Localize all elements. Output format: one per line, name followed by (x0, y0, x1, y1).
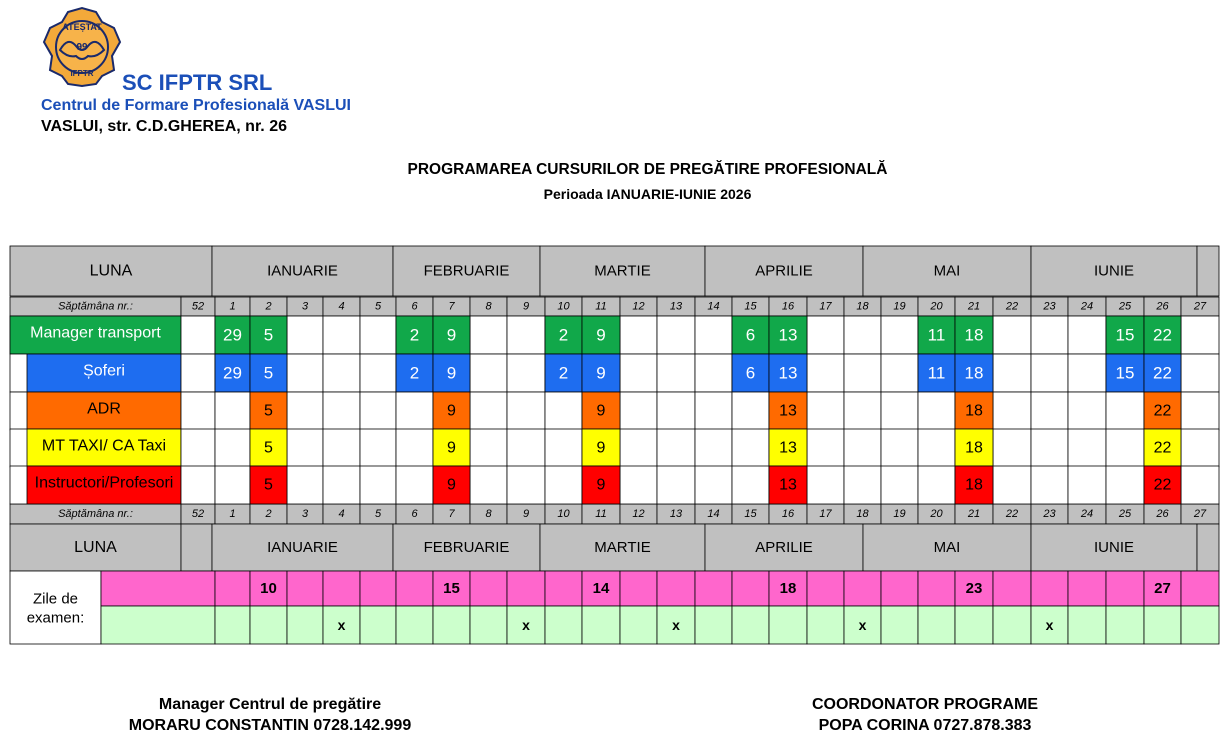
course-cell (807, 466, 844, 504)
exam-day-cell (470, 571, 507, 606)
course-cell (881, 316, 918, 354)
week-number-bottom: 27 (1193, 508, 1207, 520)
course-cell (181, 316, 215, 354)
week-number: 20 (930, 300, 943, 313)
exam-mark-cell (433, 606, 470, 644)
course-cell (1106, 429, 1144, 467)
course-cell (1068, 466, 1106, 504)
course-cell (470, 466, 507, 504)
course-cell (287, 429, 323, 467)
course-cell (695, 392, 732, 430)
week-number-bottom: 26 (1156, 508, 1169, 520)
course-session-day: 6 (745, 325, 756, 345)
week-number-bottom: 8 (485, 508, 492, 520)
month-header-ianuarie: IANUARIE (267, 262, 338, 280)
week-number: 11 (595, 300, 607, 313)
course-session-day: 9 (596, 363, 606, 383)
course-session-day: 5 (264, 476, 273, 494)
course-cell (545, 429, 582, 467)
week-number: 19 (893, 300, 906, 313)
course-session-day: 2 (409, 363, 420, 383)
course-cell (1068, 429, 1106, 467)
course-cell (993, 392, 1031, 430)
course-cell (360, 392, 396, 430)
course-session-day: 9 (596, 476, 606, 494)
course-cell (918, 429, 955, 467)
exam-mark-cell (582, 606, 620, 644)
week-number: 7 (448, 300, 455, 313)
exam-mark-cell (955, 606, 993, 644)
course-cell (918, 466, 955, 504)
week-number: 5 (374, 300, 382, 313)
exam-mark-cell (545, 606, 582, 644)
week-number-bottom: 9 (522, 508, 530, 520)
course-cell (470, 392, 507, 430)
course-name: Șoferi (83, 362, 125, 380)
center-address: VASLUI, str. C.D.GHEREA, nr. 26 (41, 118, 287, 135)
course-session-day: 9 (596, 402, 606, 420)
course-cell (1068, 392, 1106, 430)
exam-day-cell (844, 571, 881, 606)
month-header-iunie: IUNIE (1093, 262, 1135, 280)
course-session-day: 5 (263, 325, 274, 345)
course-cell (360, 316, 396, 354)
course-cell (1031, 354, 1068, 392)
course-session-day: 9 (596, 439, 606, 457)
course-cell (181, 429, 215, 467)
week-number: 1 (229, 300, 236, 313)
exam-day-cell (918, 571, 955, 606)
course-cell (1031, 392, 1068, 430)
week-number-bottom: 13 (669, 508, 683, 520)
course-session-day: 6 (745, 363, 756, 383)
month-header-februarie: FEBRUARIE (423, 262, 510, 280)
week-number-bottom: 18 (856, 508, 869, 520)
course-cell (881, 392, 918, 430)
course-session-day: 13 (779, 476, 797, 494)
exam-mark-cell (215, 606, 250, 644)
course-cell (507, 392, 545, 430)
exam-day-cell (881, 571, 918, 606)
week-number-bottom: 16 (781, 508, 795, 520)
course-cell (287, 354, 323, 392)
exam-day-cell (507, 571, 545, 606)
week-number: 4 (338, 300, 345, 313)
exam-mark-cell (993, 606, 1031, 644)
course-cell (1106, 466, 1144, 504)
exam-day-cell (620, 571, 657, 606)
course-cell (287, 466, 323, 504)
exam-mark-cell (101, 606, 215, 644)
course-cell (323, 392, 360, 430)
course-cell (215, 466, 250, 504)
course-cell (657, 354, 695, 392)
month-header-bottom-iunie: IUNIE (1093, 539, 1135, 556)
week-number: 15 (744, 300, 757, 313)
course-cell (993, 354, 1031, 392)
course-cell (545, 466, 582, 504)
week-number: 3 (301, 300, 309, 313)
course-session-day: 5 (264, 439, 273, 457)
course-name: Manager transport (30, 324, 161, 342)
week-number-bottom: 12 (632, 508, 645, 520)
course-cell (360, 429, 396, 467)
exam-day-cell (657, 571, 695, 606)
course-cell (844, 316, 881, 354)
exam-mark: x (672, 617, 680, 633)
course-cell (732, 392, 769, 430)
month-header-cell (181, 524, 212, 571)
course-cell (1031, 429, 1068, 467)
exam-day-cell (732, 571, 769, 606)
week-label: Săptămâna nr.: (58, 300, 133, 313)
exam-day-cell (360, 571, 396, 606)
exam-day: 18 (779, 580, 797, 597)
week-number: 21 (967, 300, 981, 313)
week-number-bottom: 10 (557, 508, 570, 520)
course-session-day: 9 (447, 476, 456, 494)
course-cell (807, 429, 844, 467)
course-session-day: 22 (1153, 476, 1172, 494)
course-cell (323, 466, 360, 504)
week-number: 22 (1005, 300, 1019, 313)
month-header-bottom-februarie: FEBRUARIE (423, 539, 510, 556)
course-cell (1068, 316, 1106, 354)
course-cell (732, 429, 769, 467)
course-cell (507, 354, 545, 392)
course-session-day: 13 (778, 325, 798, 345)
course-cell (993, 466, 1031, 504)
course-cell (1181, 429, 1219, 467)
course-session-day: 13 (778, 363, 798, 383)
course-cell (881, 354, 918, 392)
course-session-day: 2 (558, 325, 569, 345)
course-cell (732, 466, 769, 504)
course-session-day: 9 (447, 439, 456, 457)
course-cell (620, 354, 657, 392)
exam-day: 23 (965, 580, 983, 597)
course-cell (993, 429, 1031, 467)
exam-day-cell (287, 571, 323, 606)
week-number: 8 (485, 300, 492, 313)
week-number-bottom: 11 (595, 508, 607, 520)
exam-day-cell (1181, 571, 1219, 606)
course-cell (657, 429, 695, 467)
course-session-day: 18 (965, 476, 983, 494)
course-session-day: 2 (558, 363, 569, 383)
course-cell (396, 392, 433, 430)
course-session-day: 9 (446, 325, 457, 345)
course-cell (657, 392, 695, 430)
course-cell (287, 316, 323, 354)
week-number-bottom: 1 (229, 508, 236, 520)
week-number-bottom: 25 (1118, 508, 1132, 520)
course-session-day: 9 (596, 325, 606, 345)
course-cell (807, 392, 844, 430)
week-number-bottom: 19 (893, 508, 906, 520)
course-session-day: 9 (446, 363, 457, 383)
training-center-name: Centrul de Formare Profesională VASLUI (41, 97, 351, 114)
exam-day-cell (101, 571, 215, 606)
course-session-day: 15 (1115, 363, 1135, 383)
course-cell (844, 392, 881, 430)
luna-label-bottom: LUNA (74, 539, 117, 556)
course-cell (1181, 466, 1219, 504)
week-number-bottom: 24 (1080, 508, 1094, 520)
month-header-martie: MARTIE (594, 262, 651, 280)
course-cell (844, 466, 881, 504)
course-session-day: 9 (447, 402, 456, 420)
course-cell (620, 429, 657, 467)
course-cell (881, 466, 918, 504)
course-session-day: 22 (1153, 402, 1172, 420)
course-cell (620, 316, 657, 354)
course-name: MT TAXI/ CA Taxi (41, 437, 167, 455)
course-session-day: 11 (927, 325, 946, 345)
course-session-day: 18 (964, 363, 984, 383)
month-header-bottom-aprilie: APRILIE (755, 539, 813, 556)
course-cell (1181, 354, 1219, 392)
course-session-day: 29 (223, 363, 242, 383)
course-cell (844, 429, 881, 467)
course-session-day: 18 (965, 402, 983, 420)
course-cell (695, 354, 732, 392)
course-cell (695, 466, 732, 504)
week-number-bottom: 3 (301, 508, 309, 520)
week-number: 27 (1193, 300, 1207, 313)
course-cell (1181, 392, 1219, 430)
course-cell (507, 316, 545, 354)
exam-mark: x (337, 617, 346, 633)
exam-mark-cell (620, 606, 657, 644)
exam-day: 14 (592, 580, 610, 597)
course-cell (507, 429, 545, 467)
course-cell (1068, 354, 1106, 392)
week-number-bottom: 15 (744, 508, 757, 520)
course-cell (181, 392, 215, 430)
course-cell (215, 429, 250, 467)
course-session-day: 13 (779, 439, 797, 457)
week-number: 13 (669, 300, 683, 313)
course-name: Instructori/Profesori (34, 474, 174, 492)
course-session-day: 5 (263, 363, 274, 383)
exam-day-cell (807, 571, 844, 606)
course-cell (323, 316, 360, 354)
exam-mark: x (1045, 617, 1054, 633)
week-number-bottom: 14 (707, 508, 720, 520)
exam-mark-cell (1068, 606, 1106, 644)
course-cell (545, 392, 582, 430)
course-session-day: 15 (1115, 325, 1135, 345)
exam-mark-cell (250, 606, 287, 644)
course-cell (181, 466, 215, 504)
week-number: 12 (632, 300, 645, 313)
exam-mark-cell (732, 606, 769, 644)
exam-day-cell (993, 571, 1031, 606)
exam-label-cell (10, 571, 101, 644)
signature-coordinator (760, 694, 1090, 736)
exam-day-cell (1031, 571, 1068, 606)
course-cell (918, 392, 955, 430)
week-number-bottom: 17 (819, 508, 832, 520)
week-number-bottom: 6 (411, 508, 418, 520)
signature-manager-name: MORARU CONSTANTIN 0728.142.999 (128, 717, 412, 734)
course-name: ADR (87, 400, 121, 418)
course-session-day: 22 (1153, 325, 1172, 345)
week-number-bottom: 23 (1043, 508, 1056, 520)
course-cell (215, 392, 250, 430)
course-cell (287, 392, 323, 430)
course-cell (695, 429, 732, 467)
month-header-bottom-martie: MARTIE (594, 539, 651, 556)
course-cell (323, 354, 360, 392)
week-number: 2 (265, 300, 272, 313)
week-number: 14 (707, 300, 720, 313)
exam-mark-cell (1106, 606, 1144, 644)
course-cell (360, 354, 396, 392)
exam-day-cell (323, 571, 360, 606)
exam-day: 27 (1154, 580, 1171, 597)
course-cell (881, 429, 918, 467)
svg-text:ATEȘTAT: ATEȘTAT (62, 22, 102, 32)
exam-mark-cell (918, 606, 955, 644)
course-cell (844, 354, 881, 392)
course-cell (1106, 392, 1144, 430)
course-cell (620, 466, 657, 504)
course-cell (1181, 316, 1219, 354)
course-cell (1031, 316, 1068, 354)
month-header-bottom-ianuarie: IANUARIE (267, 539, 338, 556)
signature-coordinator-name: POPA CORINA 0727.878.383 (818, 717, 1032, 734)
exam-mark: x (858, 617, 867, 633)
week-number: 17 (819, 300, 832, 313)
week-number-bottom: 22 (1005, 508, 1019, 520)
course-cell (396, 466, 433, 504)
week-number: 10 (557, 300, 570, 313)
exam-mark-cell (396, 606, 433, 644)
course-cell (396, 429, 433, 467)
week-label-bottom: Săptămâna nr.: (58, 508, 133, 520)
company-name: SC IFPTR SRL (122, 70, 273, 95)
course-session-day: 18 (964, 325, 984, 345)
course-session-day: 29 (223, 325, 242, 345)
week-number: 6 (411, 300, 418, 313)
week-number-bottom: 5 (374, 508, 382, 520)
week-number: 9 (522, 300, 530, 313)
exam-mark: x (522, 617, 530, 633)
week-number: 23 (1043, 300, 1056, 313)
exam-mark-cell (769, 606, 807, 644)
course-cell (470, 316, 507, 354)
course-cell (181, 354, 215, 392)
course-cell (1031, 466, 1068, 504)
month-header-cell (1197, 246, 1219, 296)
exam-day-cell (396, 571, 433, 606)
course-cell (657, 316, 695, 354)
week-number: 24 (1080, 300, 1094, 313)
exam-day-cell (545, 571, 582, 606)
signature-coordinator-title: COORDONATOR PROGRAME (811, 696, 1039, 713)
course-session-day: 18 (965, 439, 983, 457)
course-cell (620, 392, 657, 430)
month-header-bottom-mai: MAI (933, 539, 961, 556)
course-cell (360, 466, 396, 504)
exam-day-cell (1106, 571, 1144, 606)
course-cell (323, 429, 360, 467)
course-session-day: 13 (779, 402, 797, 420)
exam-day-cell (215, 571, 250, 606)
course-cell (470, 354, 507, 392)
course-session-day: 22 (1153, 439, 1172, 457)
exam-day-cell (1068, 571, 1106, 606)
document-period: Perioada IANUARIE-IUNIE 2026 (543, 186, 752, 202)
week-number-bottom: 4 (338, 508, 345, 520)
week-number: 25 (1118, 300, 1132, 313)
week-number-bottom: 2 (265, 508, 272, 520)
exam-mark-cell (360, 606, 396, 644)
month-header-aprilie: APRILIE (755, 262, 813, 280)
exam-day: 10 (260, 580, 277, 597)
exam-mark-cell (1181, 606, 1219, 644)
week-number-bottom: 7 (448, 508, 455, 520)
exam-mark-cell (470, 606, 507, 644)
exam-mark-cell (287, 606, 323, 644)
week-number: 52 (191, 300, 205, 313)
month-header-mai: MAI (933, 262, 961, 280)
course-session-day: 22 (1153, 363, 1172, 383)
course-cell (807, 354, 844, 392)
course-cell (470, 429, 507, 467)
luna-label: LUNA (89, 262, 133, 280)
week-number-bottom: 20 (930, 508, 943, 520)
exam-mark-cell (1144, 606, 1181, 644)
course-cell (807, 316, 844, 354)
course-session-day: 11 (927, 363, 946, 383)
exam-mark-cell (881, 606, 918, 644)
course-cell (657, 466, 695, 504)
exam-mark-cell (807, 606, 844, 644)
week-number-bottom: 52 (191, 508, 205, 520)
course-session-day: 5 (264, 402, 273, 420)
month-header-cell (1197, 524, 1219, 571)
week-number: 18 (856, 300, 869, 313)
week-number-bottom: 21 (967, 508, 981, 520)
document-title: PROGRAMAREA CURSURILOR DE PREGĂTIRE PROFESIONALĂ (407, 161, 888, 178)
week-number: 16 (781, 300, 795, 313)
exam-label: Zile de examen: (26, 590, 85, 627)
course-session-day: 2 (409, 325, 420, 345)
exam-mark-cell (695, 606, 732, 644)
course-cell (695, 316, 732, 354)
exam-day-cell (695, 571, 732, 606)
week-number: 26 (1156, 300, 1169, 313)
course-cell (507, 466, 545, 504)
svg-text:IFPTR: IFPTR (70, 69, 94, 78)
signature-manager (80, 694, 460, 736)
exam-day: 15 (443, 580, 460, 597)
signature-manager-title: Manager Centrul de pregătire (158, 696, 382, 713)
course-cell (993, 316, 1031, 354)
svg-text:99: 99 (76, 42, 88, 53)
